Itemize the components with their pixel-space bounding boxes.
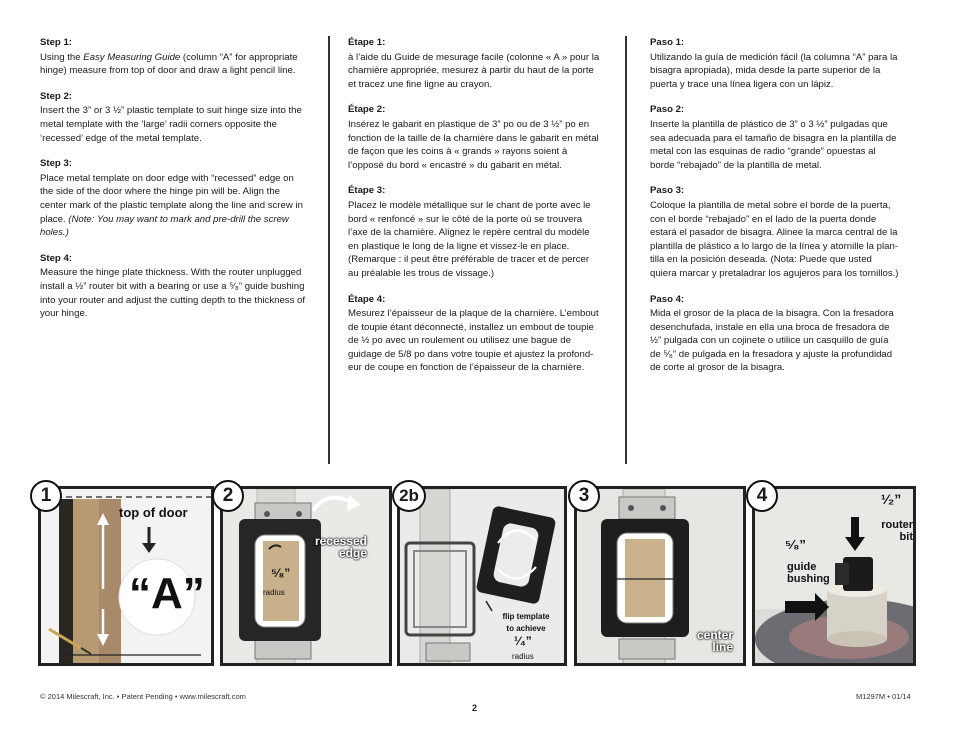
step-text: Measure the hinge plate thickness. With the router unplugged install a ½” router bit with a bearing or use a ⁵⁄₈” guide bushing into your router and adjust the cutting depth to the thickness of your hinge. [40, 267, 306, 320]
page-number: 2 [472, 703, 478, 713]
figure-2b-badge: 2b [392, 480, 426, 512]
step-title: Paso 1: [650, 37, 685, 48]
step-title: Paso 2: [650, 104, 685, 116]
figure-2b-panel [397, 486, 567, 666]
figure-3-badge: 3 [568, 480, 600, 512]
five-eighths-label: ⁵⁄₈” [785, 537, 806, 552]
step-title: Étape 3: [348, 185, 386, 197]
step-text: Insérez le gabarit en plastique de 3” po ou de 3 ½” po en fonction de la taille de la charnière dans le gabarit en métal de façon que les coins à « grands » rayons soient à l’opposé du bord « encastré » du gabarit en métal. [348, 118, 599, 171]
step-body [650, 199, 900, 281]
step-text: Inserte la plantilla de plástico de 3” o 3 ½” pulgadas que sea adecuada para el tamaño de bisagra en la plantilla de metal con las esquinas de radio “grande” opuestas al borde “rebajado” de la plantilla de metal. [650, 118, 897, 171]
step-body [650, 51, 900, 92]
footer-code: M1297M • 01/14 [856, 692, 911, 701]
step-body [650, 307, 900, 375]
step-block [348, 184, 600, 280]
step-title: Step 3: [40, 158, 72, 170]
figure-1-panel [38, 486, 214, 666]
step-title: Étape 1: [348, 37, 386, 48]
flip-template-illustration [400, 489, 567, 666]
step-title: Paso 3: [650, 185, 685, 197]
step-title: Étape 2: [348, 104, 386, 116]
english-instructions [40, 36, 308, 333]
half-inch-label: ¹⁄₂” [881, 491, 902, 507]
step-text: Place metal template on door edge with “recessed” edge on the side of the door where the hinge pin will be. Align the center mark of the plastic template along the line and screw in place. [40, 172, 303, 225]
column-divider [328, 36, 330, 464]
step-title: Step 2: [40, 90, 72, 102]
step-text: Placez le modèle métallique sur le chant de porte avec le bord « renfoncé » sur le côté de la porte où se trouvera l’axe de la charnière. Alignez le repère central du modèle en plastique le long de la ligne et vissez-le en place. (Remarque : il peut être préférable de tracer et de percer au préalable les trous de vissage.) [348, 199, 591, 279]
figure-1-badge: 1 [30, 480, 62, 512]
guide-bushing-label: guide bushing [787, 561, 830, 585]
step-body [650, 118, 900, 172]
step-text: Insert the 3” or 3 ½” plastic template to suit hinge size into the metal template with the ‘large’ radii corners opposite the ‘recessed’ edge of the metal template. [40, 105, 302, 144]
step-block [650, 293, 900, 376]
column-a-label: “A” [129, 569, 205, 618]
step-text: Mida el grosor de la placa de la bisagra. Con la fresadora desenchufada, instale en ella una broca de fresadora de ½” pulgada con un cojinete o utilice un casquillo de guía de ⁵⁄₈” de pulgada en la fresadora y ajuste la profundidad de corte al grosor de la bisagra. [650, 308, 894, 374]
figure-2-badge: 2 [212, 480, 244, 512]
router-bit-label: router bit [881, 519, 913, 543]
step-text: Easy Measuring Guide [83, 51, 181, 63]
step-block [348, 103, 600, 172]
figure-4-panel [752, 486, 916, 666]
step-title: Step 1: [40, 37, 72, 48]
figure-2-panel [220, 486, 392, 666]
step-text: Utilizando la guía de medición fácil (la columna “A” para la bisagra apropiada), mida desde la parte superior de la puerta y trace una línea ligera con un lápiz. [650, 51, 898, 90]
french-instructions [348, 36, 600, 387]
quarter-label: ¹⁄₄” [514, 634, 532, 648]
step-title: Step 4: [40, 252, 72, 264]
step-body [348, 199, 600, 281]
step-block [40, 90, 308, 145]
radius-label: radius [263, 588, 285, 597]
step-text: (Note: You may want to mark and pre-drill the screw holes.) [40, 213, 289, 239]
step-text: Using the [40, 51, 84, 63]
figure-3-panel [574, 486, 746, 666]
five-eighths-label: ⁵⁄₈” [271, 566, 291, 580]
step-block [40, 36, 308, 78]
step-body [40, 266, 308, 320]
step-block [40, 157, 308, 240]
step-block [650, 103, 900, 172]
column-divider [625, 36, 627, 464]
figure-4-badge: 4 [746, 480, 778, 512]
center-line-label: center line [696, 628, 733, 654]
step-text: Coloque la plantilla de metal sobre el borde de la puerta, con el borde “rebajado” en el lado de la puerta donde estará el pasador de bisagra. Alinee la marca central de la plantilla de plástico a lo largo de la línea y atornille la plan-tilla en la posición deseada. (Nota: Puede que usted quiera marcar y pretaladrar los agujeros para los tornillos.) [650, 199, 899, 279]
step-title: Paso 4: [650, 293, 685, 305]
metal-template-illustration [223, 489, 392, 666]
step-body [348, 51, 600, 92]
radius-label: radius [512, 652, 534, 661]
step-title: Étape 4: [348, 293, 386, 305]
spanish-instructions [650, 36, 900, 387]
step-body [348, 118, 600, 172]
step-body [348, 307, 600, 375]
step-block [348, 293, 600, 376]
step-block [650, 184, 900, 280]
step-block [348, 36, 600, 91]
step-text: à l’aide du Guide de mesurage facile (colonne « A » pour la charnière appropriée, mesurez à partir du haut de la porte et tracez une fine ligne au crayon. [348, 51, 600, 90]
step-text: Mesurez l’épaisseur de la plaque de la charnière. L’embout de toupie étant déconnecté, installez un embout de toupie de ½ po avec un roulement ou utilisez une bague de guidage de 5/8 po dans votre toupie et ajustez la profond-eur de coupe en fonction de l’épaisseur de la charnière. [348, 308, 599, 374]
step-block [650, 36, 900, 91]
router-bit-illustration [755, 489, 916, 666]
top-of-door-label: top of door [119, 505, 188, 520]
step-body [40, 104, 308, 145]
recessed-edge-label: recessed edge [314, 534, 367, 560]
step-body [40, 172, 308, 240]
step-body [40, 51, 308, 78]
step-text: (column “A” for appropriate hinge) measure from top of door and draw a light pencil line. [40, 51, 298, 77]
flip-template-label: flip template to achieve [502, 612, 550, 633]
footer-copyright: © 2014 Milescraft, Inc. • Patent Pending • www.milescraft.com [40, 692, 246, 701]
step-block [40, 252, 308, 321]
